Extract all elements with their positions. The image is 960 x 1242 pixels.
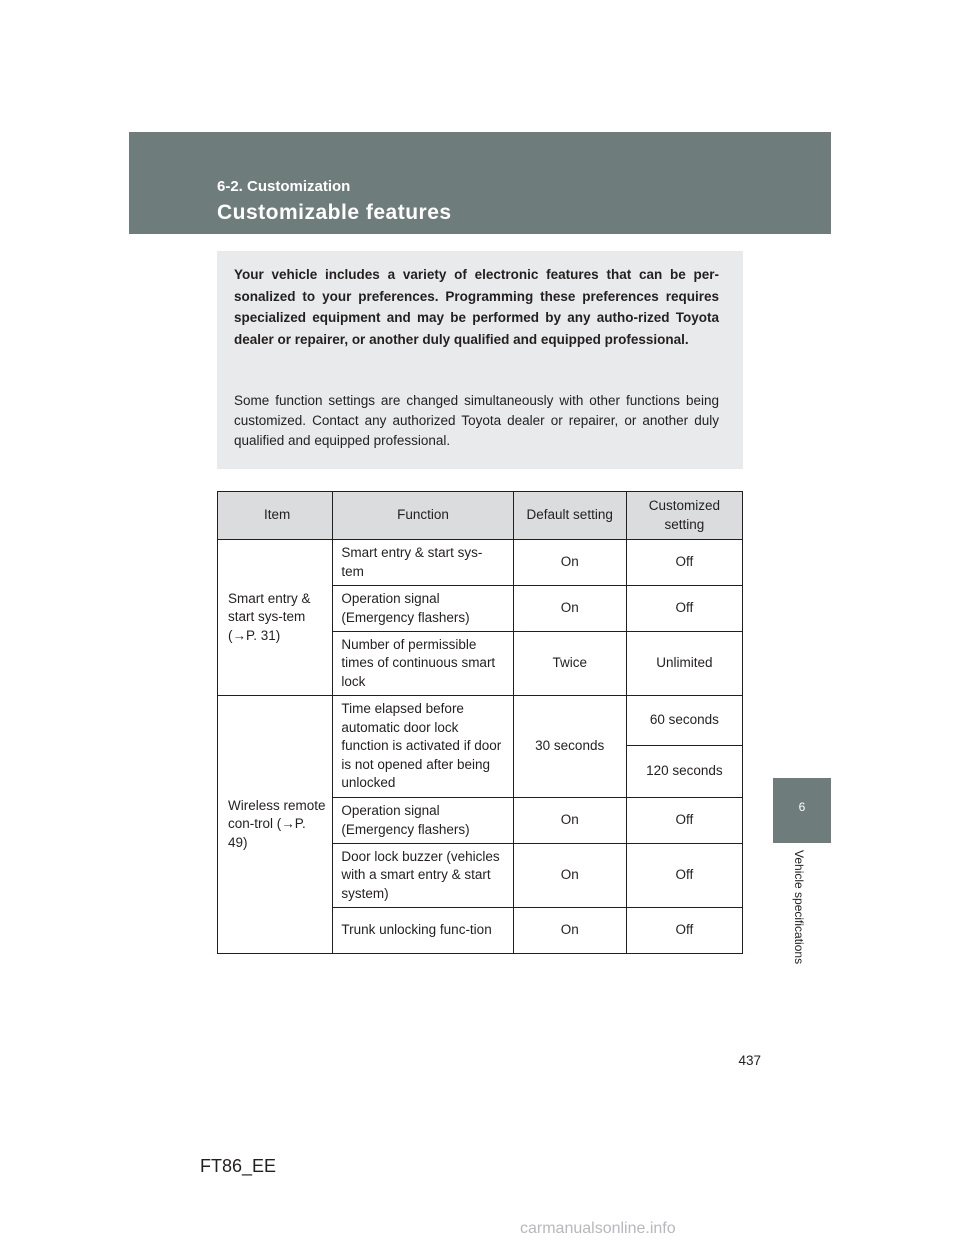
table-row	[218, 696, 743, 746]
function-cell: Smart entry & start sys-tem	[333, 540, 513, 586]
custom-cell: Off	[626, 586, 742, 632]
function-cell: Operation signal (Emergency flashers)	[333, 586, 513, 632]
intro-note-text: Some function settings are changed simultaneously with other functions being customized. Contact any authorized Toyota dealer or repairer, or another duly qualified and equipped professional.	[234, 393, 719, 448]
item-cell: Smart entry & start sys-tem (→P. 31)	[218, 540, 333, 696]
custom-cell: 120 seconds	[626, 746, 742, 798]
custom-cell: Off	[626, 844, 742, 908]
table-row	[218, 540, 743, 586]
default-cell: Twice	[513, 632, 626, 696]
function-cell: Door lock buzzer (vehicles with a smart entry & start system)	[333, 844, 513, 908]
custom-cell: Off	[626, 540, 742, 586]
page-number: 437	[738, 1053, 761, 1068]
function-cell: Operation signal (Emergency flashers)	[333, 798, 513, 844]
chapter-label	[789, 850, 809, 990]
customization-table	[217, 491, 743, 954]
footer-code: FT86_EE	[200, 1156, 277, 1176]
page-title: Customizable features	[217, 201, 452, 224]
header-function: Function	[333, 492, 513, 540]
default-cell: On	[513, 844, 626, 908]
chapter-label-text: Vehicle specifications	[792, 850, 806, 965]
default-cell: On	[513, 540, 626, 586]
function-cell: Time elapsed before automatic door lock function is activated if door is not opened after being unlocked	[333, 696, 513, 798]
default-cell: On	[513, 798, 626, 844]
intro-box	[217, 251, 743, 469]
custom-cell: Unlimited	[626, 632, 742, 696]
default-cell: On	[513, 908, 626, 954]
custom-cell: Off	[626, 908, 742, 954]
function-cell: Number of permissible times of continuous smart lock	[333, 632, 513, 696]
item-cell: Wireless remote con-trol (→P. 49)	[218, 696, 333, 954]
header-item: Item	[218, 492, 333, 540]
section-header-bar	[129, 132, 831, 234]
default-cell: 30 seconds	[513, 696, 626, 798]
watermark: carmanualsonline.info	[520, 1220, 676, 1237]
custom-cell: Off	[626, 798, 742, 844]
function-cell: Trunk unlocking func-tion	[333, 908, 513, 954]
header-default: Default setting	[513, 492, 626, 540]
chapter-number: 6	[798, 800, 806, 814]
table-header-row	[218, 492, 743, 540]
default-cell: On	[513, 586, 626, 632]
custom-cell: 60 seconds	[626, 696, 742, 746]
header-customized: Customized setting	[626, 492, 742, 540]
chapter-tab[interactable]	[773, 778, 831, 843]
intro-bold-text: Your vehicle includes a variety of electronic features that can be per-sonalized to your preferences. Programming these preferences requires specialized equipment and may be performed by any autho-rized Toyota dealer or repairer, or another duly qualified and equipped professional.	[234, 267, 719, 347]
section-label: 6-2. Customization	[217, 178, 351, 195]
